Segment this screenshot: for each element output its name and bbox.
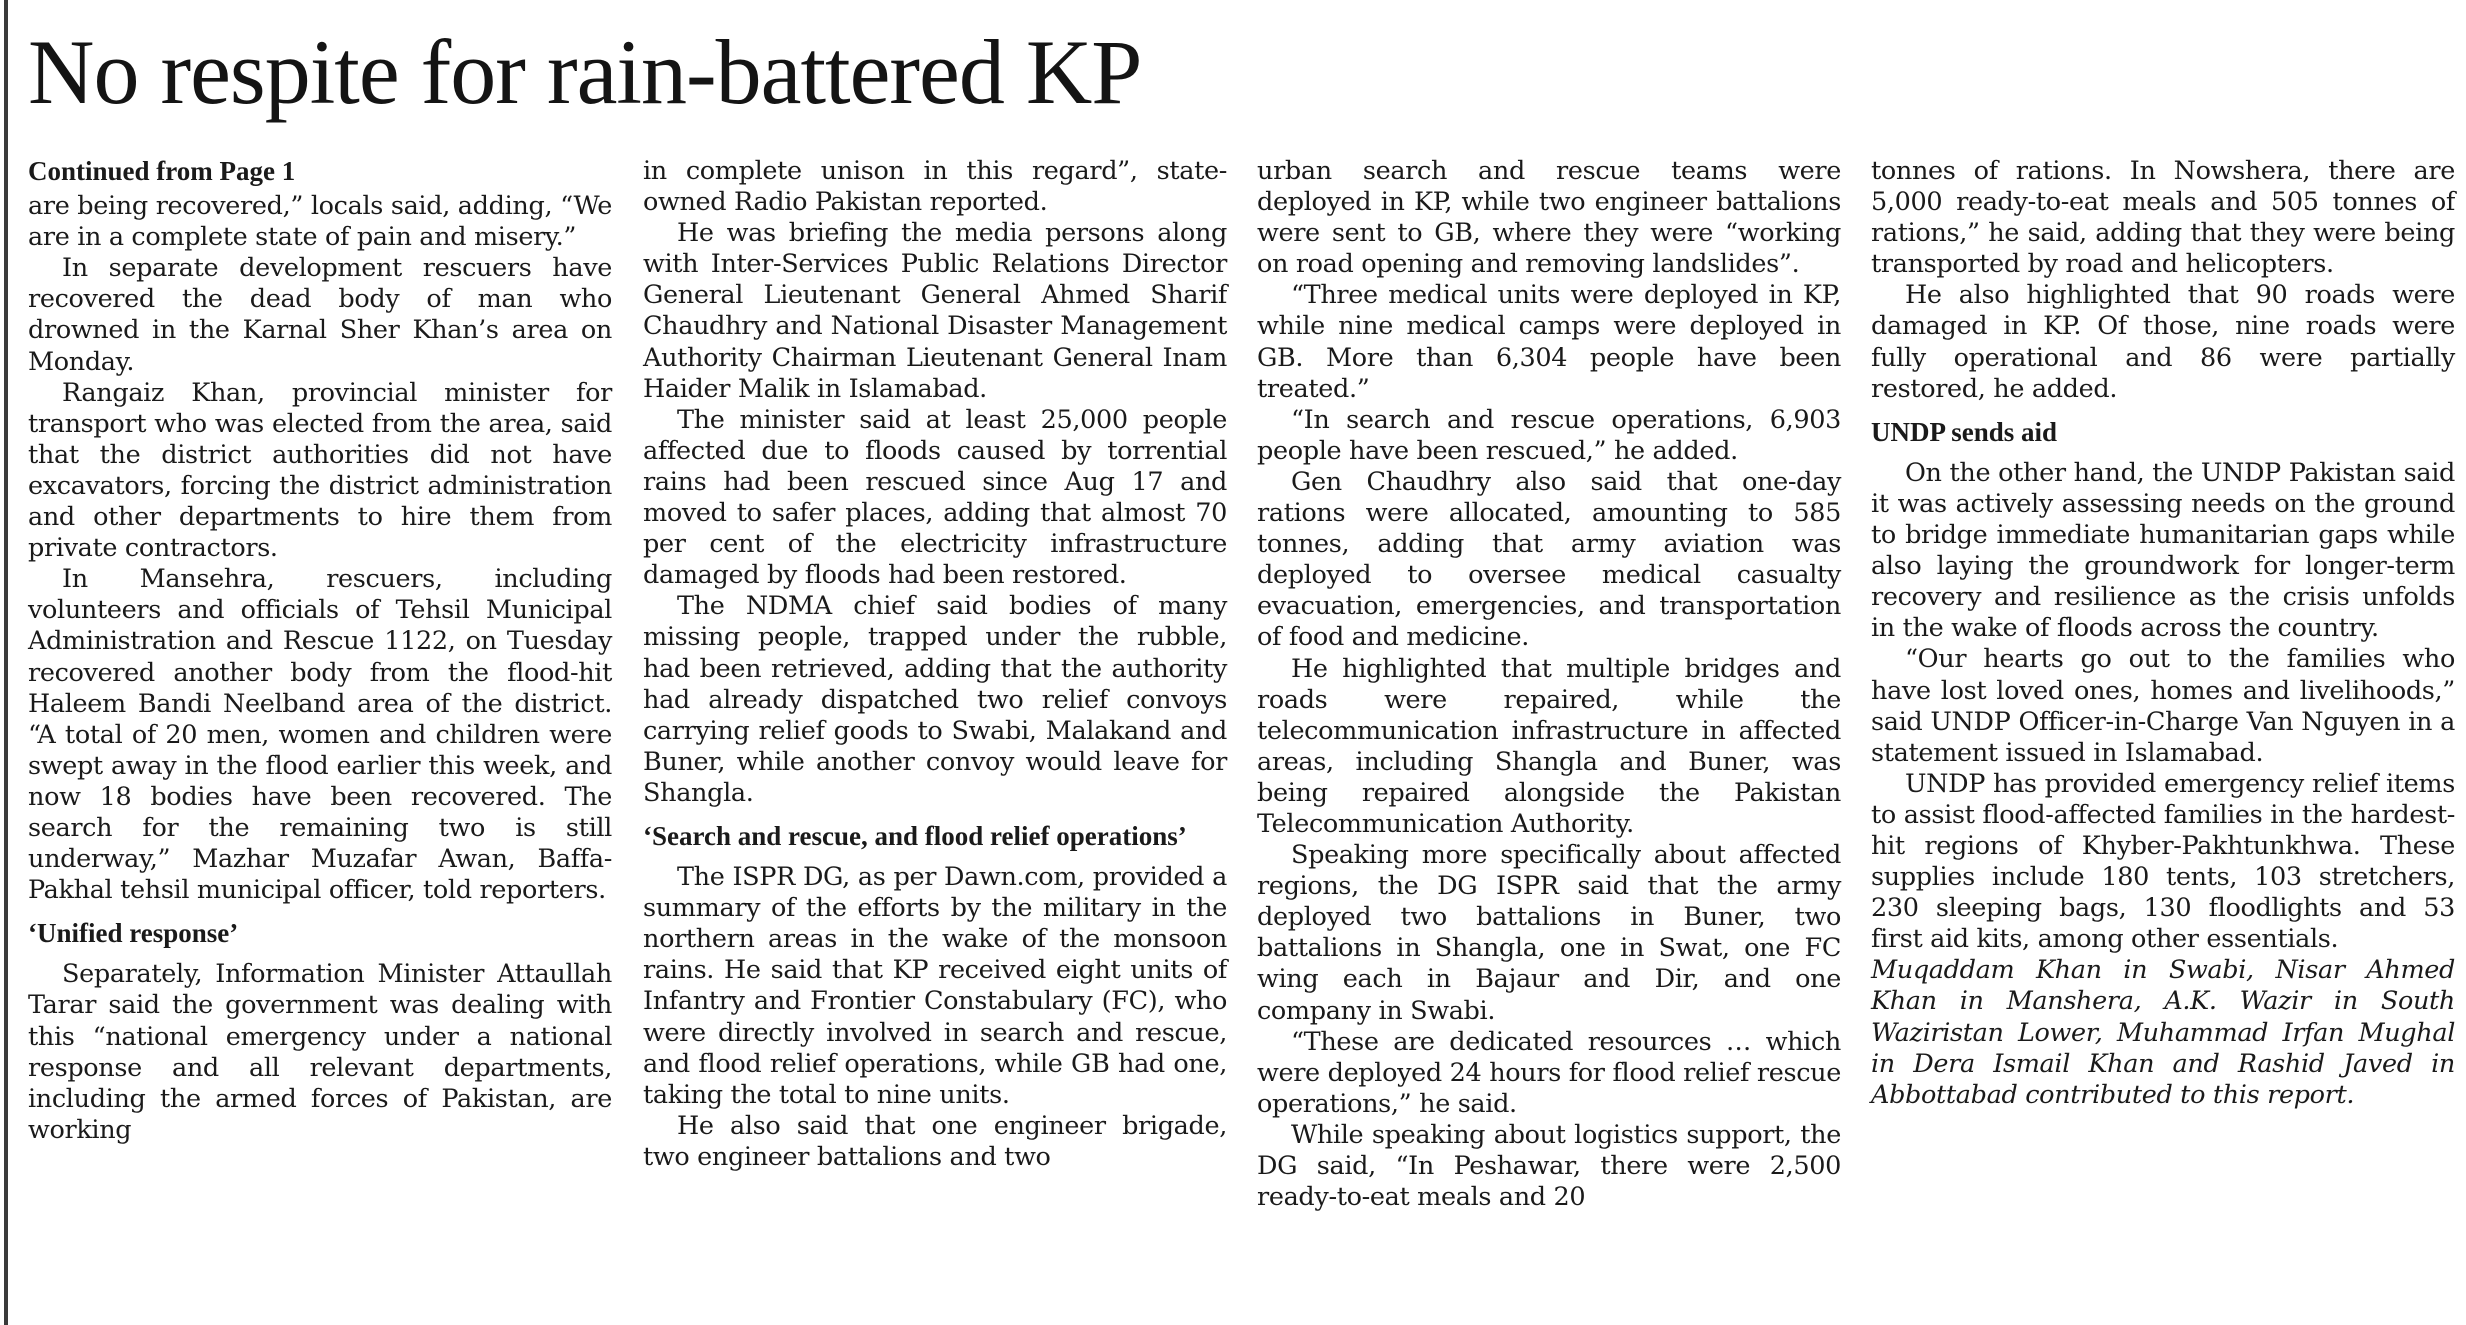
paragraph: He also said that one engineer brigade, two engineer battalions and two xyxy=(643,1110,1227,1172)
paragraph: “Three medical units were deployed in KP, while nine medical camps were deployed in GB. More than 6,304 people have been treated.” xyxy=(1257,280,1841,404)
paragraph: urban search and rescue teams were deployed in KP, while two engineer battalions were sent to GB, where they were “working on road opening and removing landslides”. xyxy=(1257,156,1841,280)
paragraph: While speaking about logistics support, the DG said, “In Peshawar, there were 2,500 ready-to-eat meals and 20 xyxy=(1257,1119,1841,1213)
column-2 xyxy=(643,156,1227,1173)
continued-kicker: Continued from Page 1 xyxy=(28,156,296,186)
column-4 xyxy=(1871,156,2455,1111)
paragraph: He highlighted that multiple bridges and roads were repaired, while the telecommunication infrastructure in affected areas, including Shangla and Buner, was being repaired alongside the Pakistan Telecommunication Authority. xyxy=(1257,653,1841,839)
paragraph: UNDP has provided emergency relief items to assist flood-affected families in the hardest-hit regions of Khyber-Pakhtunkhwa. These supplies include 180 tents, 103 stretchers, 230 sleeping bags, 130 floodlights and 53 first aid kits, among other essentials. xyxy=(1871,768,2455,955)
paragraph: in complete unison in this regard”, state-owned Radio Pakistan reported. xyxy=(643,156,1227,218)
paragraph: In separate development rescuers have recovered the dead body of man who drowned in the Karnal Sher Khan’s area on Monday. xyxy=(28,253,612,377)
subhead-search-and-rescue: ‘Search and rescue, and flood relief operations’ xyxy=(643,820,1187,851)
paragraph: He also highlighted that 90 roads were damaged in KP. Of those, nine roads were fully operational and 86 were partially restored, he added. xyxy=(1871,280,2455,404)
paragraph: In Mansehra, rescuers, including volunteers and officials of Tehsil Municipal Administration and Rescue 1122, on Tuesday recovered another body from the flood-hit Haleem Bandi Neelband area of the district. “A total of 20 men, women and children were swept away in the flood earlier this week, and now 18 bodies have been recovered. The search for the remaining two is still underway,” Mazhar Muzafar Awan, Baffa-Pakhal tehsil municipal officer, told reporters. xyxy=(28,564,612,906)
subhead-undp-sends-aid: UNDP sends aid xyxy=(1871,416,2058,447)
column-1 xyxy=(28,156,612,1146)
subhead-unified-response: ‘Unified response’ xyxy=(28,918,239,949)
column-3 xyxy=(1257,156,1841,1213)
paragraph: “Our hearts go out to the families who have lost loved ones, homes and livelihoods,” said UNDP Officer-in-Charge Van Nguyen in a statement issued in Islamabad. xyxy=(1871,644,2455,768)
paragraph: He was briefing the media persons along with Inter-Services Public Relations Director General Lieutenant General Ahmed Sharif Chaudhry and National Disaster Management Authority Chairman Lieutenant General Inam Haider Malik in Islamabad. xyxy=(643,218,1227,404)
paragraph: On the other hand, the UNDP Pakistan said it was actively assessing needs on the ground to bridge immediate humanitarian gaps while also laying the groundwork for longer-term recovery and resilience as the crisis unfolds in the wake of floods across the country. xyxy=(1871,457,2455,644)
paragraph: tonnes of rations. In Nowshera, there are 5,000 ready-to-eat meals and 505 tonnes of rations,” he said, adding that they were being transported by road and helicopters. xyxy=(1871,156,2455,280)
paragraph: “These are dedicated resources … which were deployed 24 hours for flood relief rescue operations,” he said. xyxy=(1257,1026,1841,1119)
paragraph: Separately, Information Minister Attaullah Tarar said the government was dealing with this “national emergency under a national response and all relevant departments, including the armed forces of Pakistan, are working xyxy=(28,959,612,1145)
paragraph: are being recovered,” locals said, adding, “We are in a complete state of pain and misery.” xyxy=(28,191,612,253)
paragraph: “In search and rescue operations, 6,903 people have been rescued,” he added. xyxy=(1257,404,1841,466)
paragraph: The minister said at least 25,000 people affected due to floods caused by torrential rains had been rescued since Aug 17 and moved to safer places, adding that almost 70 per cent of the electricity infrastructure damaged by floods had been restored. xyxy=(643,404,1227,591)
contributor-credits: Muqaddam Khan in Swabi, Nisar Ahmed Khan in Manshera, A.K. Wazir in South Waziristan Lower, Muhammad Irfan Mughal in Dera Ismail Khan and Rashid Javed in Abbottabad contributed to this report. xyxy=(1871,955,2455,1110)
page-edge-rule xyxy=(4,0,8,1325)
headline: No respite for rain-battered KP xyxy=(28,21,1142,123)
paragraph: Speaking more specifically about affected regions, the DG ISPR said that the army deployed two battalions in Buner, two battalions in Shangla, one in Swat, one FC wing each in Bajaur and Dir, and one company in Swabi. xyxy=(1257,840,1841,1026)
paragraph: Rangaiz Khan, provincial minister for transport who was elected from the area, said that the district authorities did not have excavators, forcing the district administration and other departments to hire them from private contractors. xyxy=(28,377,612,564)
paragraph: Gen Chaudhry also said that one-day rations were allocated, amounting to 585 tonnes, adding that army aviation was deployed to oversee medical casualty evacuation, emergencies, and transportation of food and medicine. xyxy=(1257,466,1841,653)
paragraph: The NDMA chief said bodies of many missing people, trapped under the rubble, had been retrieved, adding that the authority had already dispatched two relief convoys carrying relief goods to Swabi, Malakand and Buner, while another convoy would leave for Shangla. xyxy=(643,591,1227,808)
paragraph: The ISPR DG, as per Dawn.com, provided a summary of the efforts by the military in the northern areas in the wake of the monsoon rains. He said that KP received eight units of Infantry and Frontier Constabulary (FC), who were directly involved in search and rescue, and flood relief operations, while GB had one, taking the total to nine units. xyxy=(643,862,1227,1110)
